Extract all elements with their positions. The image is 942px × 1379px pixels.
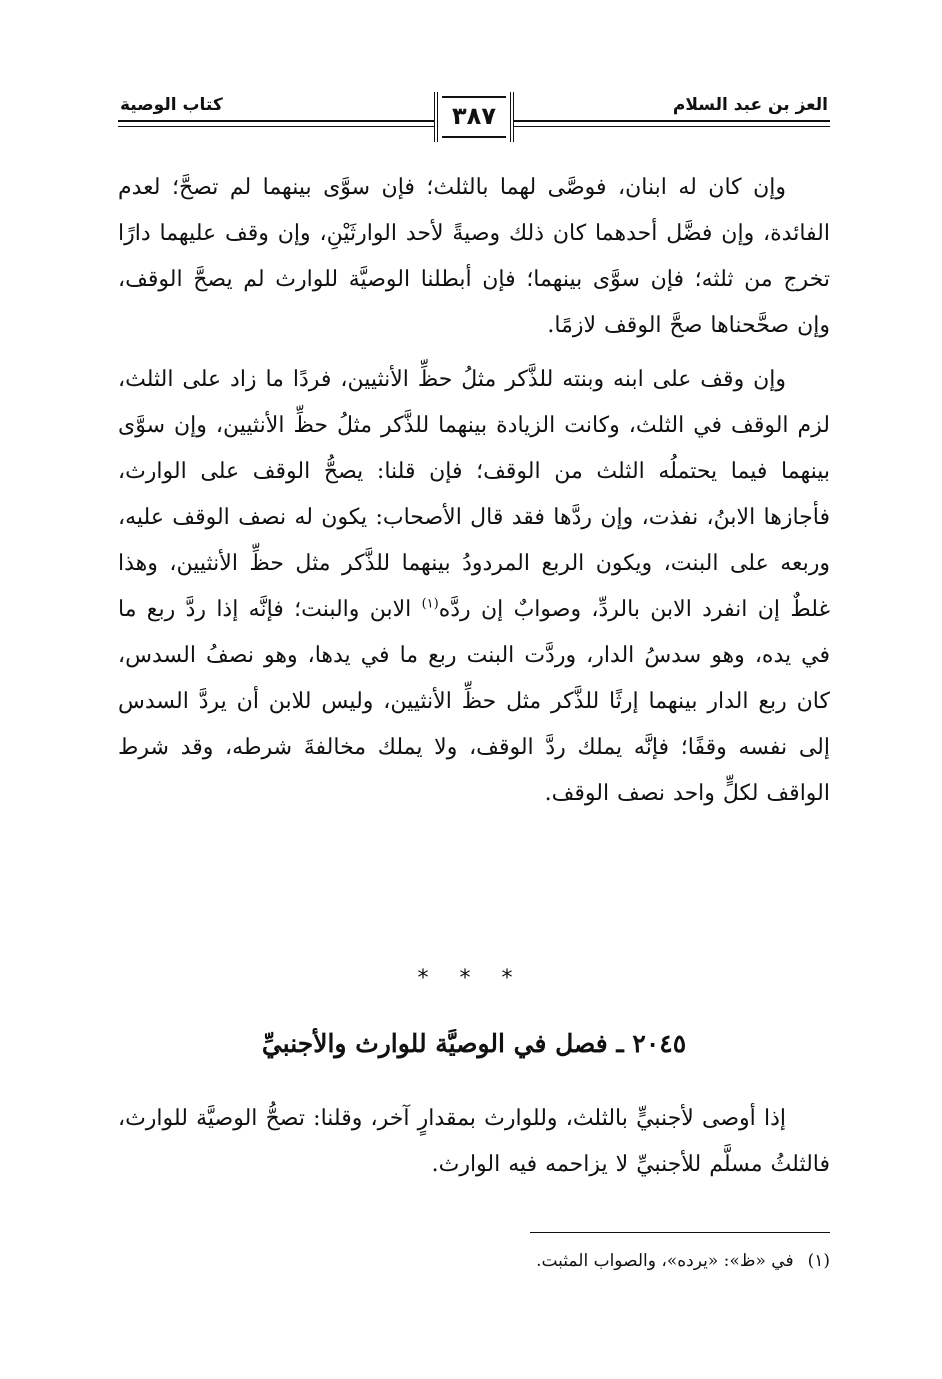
page-number: ٣٨٧ — [452, 102, 496, 130]
page-header — [118, 86, 830, 146]
running-head-book: كتاب الوصية — [120, 95, 223, 115]
running-head-author: العز بن عبد السلام — [672, 95, 828, 115]
footnote — [118, 1246, 830, 1276]
footnote-number: (١) — [807, 1251, 830, 1271]
paragraph-text: وإن وقف على ابنه وبنته للذَّكر مثلُ حظِّ الأنثيين، فردًا ما زاد على الثلث، لزم الوقف في الثلث، وكانت الزيادة بينهما للذَّكر مثلُ حظِّ الأنثيين، وإن سوَّى بينهما فيما يحتملُه الثلث من الوقف؛ فإن قلنا: يصحُّ الوقف على الوارث، فأجازها الابنُ، نفذت، وإن ردَّها فقد قال الأصحاب: يكون له نصف الوقف عليه، وربعه على البنت، ويكون الربع المردودُ بينهما للذَّكر مثل حظِّ الأنثيين، وهذا غلطٌ إن انفرد الابن بالردِّ، وصوابٌ إن ردَّه — [118, 367, 830, 622]
paragraph: وإن كان له ابنان، فوصَّى لهما بالثلث؛ فإن سوَّى بينهما لم تصحَّ؛ لعدم الفائدة، وإن فضَّل أحدهما كان ذلك وصيةً لأحد الوارثَيْنِ، وإن وقف عليهما دارًا تخرج من ثلثه؛ فإن سوَّى بينهما؛ فإن أبطلنا الوصيَّة للوارث لم يصحَّ الوقف، وإن صحَّحناها صحَّ الوقف لازمًا. — [118, 175, 830, 338]
paragraph-text: الابن والبنت؛ فإنَّه إذا ردَّ ربع ما في يده، وهو سدسُ الدار، وردَّت البنت ربع ما في يدها، وهو نصفُ السدس، كان ربع الدار بينهما إرثًا للذَّكر مثل حظِّ الأنثيين، وليس للابن أن يردَّ السدس إلى نفسه وقفًا؛ فإنَّه يملك ردَّ الوقف، ولا يملك مخالفةَ شرطه، وقد شرط الواقف لكلٍّ واحد نصف الوقف. — [118, 597, 830, 806]
page-number-frame — [434, 92, 514, 142]
section-text — [118, 1096, 830, 1188]
paragraph: إذا أوصى لأجنبيٍّ بالثلث، وللوارث بمقدارٍ آخر، وقلنا: تصحُّ الوصيَّة للوارث، فالثلثُ مسلَّم للأجنبيِّ لا يزاحمه فيه الوارث. — [118, 1106, 830, 1177]
paragraph — [118, 357, 830, 817]
footnote-reference[interactable]: (١) — [421, 596, 439, 612]
section-separator: * * * — [417, 966, 525, 991]
footnote-text: في «ظ»: «يرده»، والصواب المثبت. — [536, 1251, 794, 1271]
section-heading: ٢٠٤٥ ـ فصل في الوصيَّة للوارث والأجنبيِّ — [261, 1029, 687, 1058]
main-text — [118, 165, 830, 817]
footnote-rule — [530, 1232, 830, 1233]
